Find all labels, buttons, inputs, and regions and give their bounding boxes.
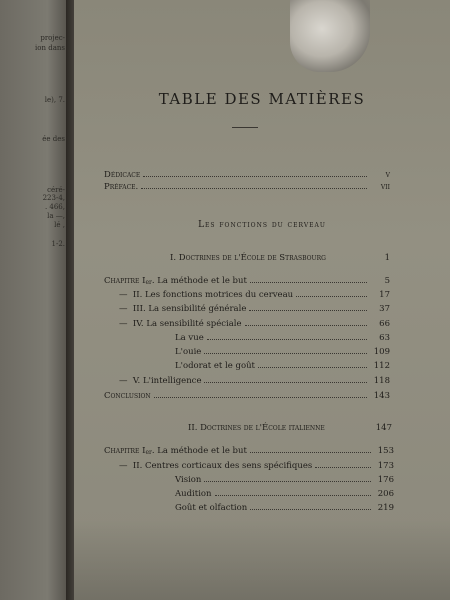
toc-entry[interactable]	[119, 290, 390, 300]
toc-label: IV. La sensibilité spéciale	[132, 319, 242, 329]
left-page	[0, 0, 68, 600]
page-number: 206	[377, 489, 394, 499]
part-page-number: 1	[384, 253, 390, 263]
left-page-text: ion dans	[35, 44, 65, 52]
leader-dots	[154, 397, 367, 398]
leader-dots	[315, 467, 371, 468]
toc-entry[interactable]	[175, 347, 390, 357]
toc-entry[interactable]	[119, 461, 394, 471]
toc-entry[interactable]: Chapitre I er . La méthode et le but 5	[104, 276, 390, 286]
leader-dots	[245, 325, 367, 326]
toc-label: La vue	[175, 333, 204, 343]
toc-prefix: —	[119, 290, 128, 300]
page-number: 118	[373, 376, 390, 386]
toc-prefix: —	[119, 376, 128, 386]
leader-dots	[296, 296, 367, 297]
leader-dots	[250, 509, 371, 510]
toc-prefix: —	[119, 304, 128, 314]
page-number: 66	[379, 319, 390, 329]
page-number: 143	[373, 391, 390, 401]
toc-label: II. Les fonctions motrices du cerveau	[132, 290, 294, 300]
toc-label: Préface.	[104, 182, 139, 192]
leader-dots	[215, 495, 372, 496]
page-number: v	[385, 170, 390, 180]
page-shadow	[74, 520, 450, 600]
page-number: 5	[384, 276, 390, 286]
toc-entry-dedicace[interactable]	[104, 170, 390, 180]
toc-entry[interactable]	[175, 333, 390, 343]
page-number: 109	[373, 347, 390, 357]
page-number: 173	[377, 461, 394, 471]
toc-entry[interactable]: Chapitre I er . La méthode et le but 153	[104, 446, 394, 456]
page-number: 63	[379, 333, 390, 343]
toc-prefix: —	[119, 461, 128, 471]
left-page-text: . 466,	[44, 203, 65, 211]
leader-dots	[207, 339, 367, 340]
leader-dots	[250, 452, 371, 453]
part-heading[interactable]: II. Doctrines de l'École italienne	[188, 423, 325, 433]
left-page-text: lé ,	[54, 221, 65, 229]
toc-entry[interactable]	[175, 503, 394, 513]
toc-label: . La méthode et le but	[151, 276, 247, 286]
leader-dots	[141, 188, 367, 189]
toc-label: Goût et olfaction	[175, 503, 248, 513]
page-number: 37	[379, 304, 390, 314]
title-rule	[232, 127, 258, 128]
leader-dots	[250, 282, 367, 283]
leader-dots	[143, 176, 367, 177]
toc-entry[interactable]	[119, 376, 390, 386]
toc-label: Dédicace	[104, 170, 141, 180]
toc-label: II. Centres corticaux des sens spécifiques	[132, 461, 313, 471]
toc-label: . La méthode et le but	[151, 446, 247, 456]
page-number: vii	[380, 182, 390, 192]
left-page-text: projec-	[40, 34, 65, 42]
left-page-text: 223-4,	[42, 194, 65, 202]
left-page-text: ée des	[42, 135, 65, 143]
page-number: 153	[377, 446, 394, 456]
toc-label: Vision	[175, 475, 202, 485]
page-number: 112	[373, 361, 390, 371]
toc-entry-preface[interactable]	[104, 182, 390, 192]
leader-dots	[258, 367, 367, 368]
toc-label: L'odorat et le goût	[175, 361, 255, 371]
leader-dots	[204, 481, 371, 482]
page-title: TABLE DES MATIÈRES	[158, 90, 366, 108]
left-page-text: 1-2.	[51, 240, 65, 248]
toc-entry[interactable]	[119, 304, 390, 314]
toc-entry[interactable]	[119, 319, 390, 329]
page-number: 17	[379, 290, 390, 300]
left-page-text: la —,	[47, 212, 65, 220]
toc-entry[interactable]	[175, 361, 390, 371]
toc-label: Conclusion	[104, 391, 151, 401]
toc-prefix: Chapitre I	[104, 276, 146, 286]
toc-entry[interactable]	[175, 475, 394, 485]
toc-label: L'ouie	[175, 347, 202, 357]
toc-entry-conclusion[interactable]	[104, 391, 390, 401]
page-number: 176	[377, 475, 394, 485]
left-page-text: céré-	[47, 186, 65, 194]
toc-label: V. L'intelligence	[132, 376, 202, 386]
leader-dots	[204, 353, 367, 354]
toc-prefix: —	[119, 319, 128, 329]
toc-label: Audition	[175, 489, 212, 499]
part-heading[interactable]: I. Doctrines de l'École de Strasbourg	[170, 253, 326, 263]
leader-dots	[204, 382, 367, 383]
section-heading: Les fonctions du cerveau	[198, 220, 326, 230]
toc-entry[interactable]	[175, 489, 394, 499]
part-page-number: 147	[375, 423, 392, 433]
toc-prefix: Chapitre I	[104, 446, 146, 456]
toc-label: III. La sensibilité générale	[132, 304, 247, 314]
left-page-text: le), 7.	[44, 96, 65, 104]
page-number: 219	[377, 503, 394, 513]
leader-dots	[249, 310, 367, 311]
